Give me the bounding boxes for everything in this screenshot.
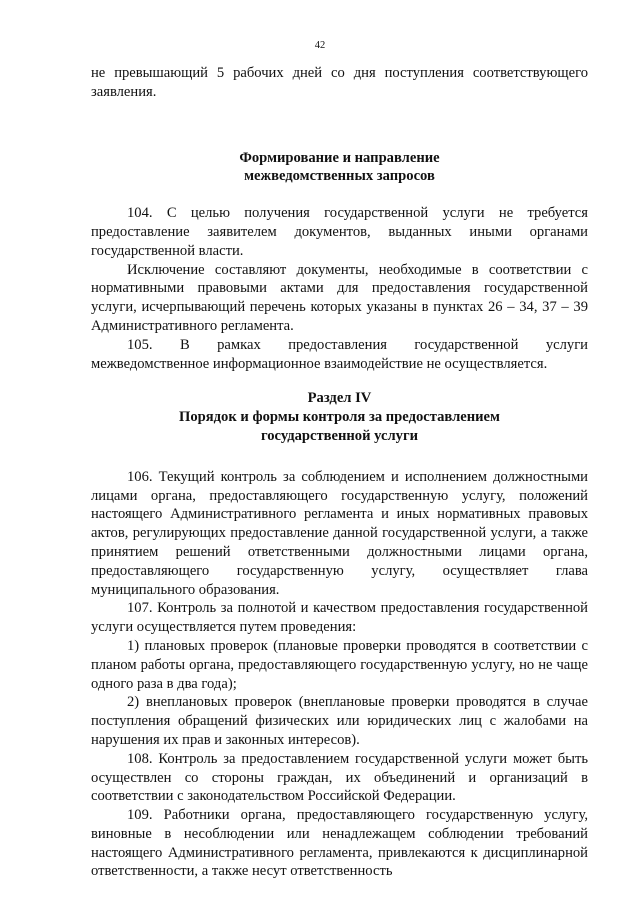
page-content xyxy=(91,64,588,881)
section-heading-line: межведомственных запросов xyxy=(244,168,435,185)
paragraph-exception: Исключение составляют документы, необходимые в соответствии с нормативными правовыми актами для предоставления государственной услуги, исчерпывающий перечень которых указаны в пунктах 26 – 34, 37 – 39 Административного регламента. xyxy=(91,261,588,334)
intro-paragraph: не превышающий 5 рабочих дней со дня поступления соответствующего заявления. xyxy=(91,65,588,100)
paragraph-105: 105. В рамках предоставления государственной услуги межведомственное информационное взаимодействие не осуществляется. xyxy=(91,336,588,372)
paragraph-108: 108. Контроль за предоставлением государственной услуги может быть осуществлен со стороны граждан, их объединений и организаций в соответствии с законодательством Российской Федерации. xyxy=(91,750,588,805)
section-heading-control xyxy=(91,389,588,445)
list-item-unplanned-checks: 2) внеплановых проверок (внеплановые проверки проводятся в случае поступления обращений физических или юридических лиц с жалобами на нарушения их прав и законных интересов). xyxy=(91,694,588,748)
page-number: 42 xyxy=(314,40,326,51)
paragraph-109: 109. Работники органа, предоставляющего государственную услугу, виновные в несоблюдении или ненадлежащем соблюдении требований настоящего Административного регламента, привлекаются к дисциплинарной ответственности, а также несут ответственность xyxy=(91,807,588,880)
section-heading-line: Порядок и формы контроля за предоставлением xyxy=(179,409,500,426)
paragraph-104: 104. С целью получения государственной услуги не требуется предоставление заявителем документов, выданных иными органами государственной власти. xyxy=(91,205,588,259)
section-title: Раздел IV xyxy=(307,390,372,407)
paragraph-106: 106. Текущий контроль за соблюдением и исполнением должностными лицами органа, предоставляющего государственную услугу, положений настоящего Административного регламента и иных нормативных правовых актов, регулирующих предоставление данной государственной услуги, а также принятием решений ответственными должностными лицами органа, предоставляющего государственную услугу, осуществляет глава муниципального образования. xyxy=(91,468,588,598)
section-heading-line: государственной услуги xyxy=(260,427,419,444)
list-item-planned-checks: 1) плановых проверок (плановые проверки проводятся в соответствии с планом работы органа, предоставляющего государственную услугу, но не чаще одного раза в два года); xyxy=(91,637,588,692)
section-heading-line: Формирование и направление xyxy=(239,149,440,166)
section-heading-requests xyxy=(91,149,588,187)
paragraph-107: 107. Контроль за полнотой и качеством предоставления государственной услуги осуществляется путем проведения: xyxy=(91,600,588,636)
